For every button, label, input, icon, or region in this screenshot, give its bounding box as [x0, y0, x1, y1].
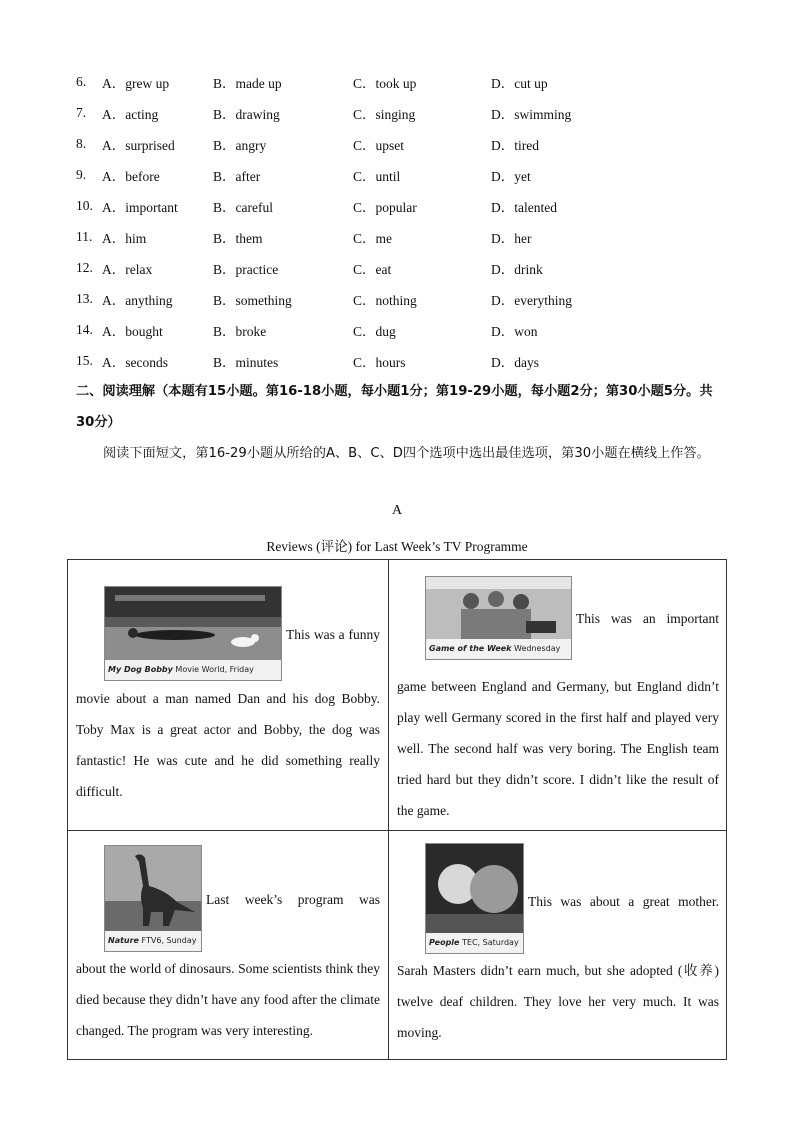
section-instruction: 阅读下面短文，第16-29小题从所给的A、B、C、D四个选项中选出最佳选项，第30小题在横线上作答。: [103, 446, 710, 461]
review-body-text: Sarah Masters didn’t earn much, but she adopted (收养) twelve deaf children. They love her very much. It was moving.: [397, 963, 719, 1040]
option-row-6: [76, 66, 716, 97]
question-number: 10.: [76, 197, 93, 213]
reviews-table: [67, 559, 727, 1060]
thumbnail-caption-title: People: [429, 938, 460, 947]
option-c: C．nothing: [353, 293, 417, 309]
option-a: A．before: [102, 168, 160, 184]
option-a: A．acting: [102, 106, 159, 122]
option-c: C．popular: [353, 199, 417, 215]
option-b: B．after: [213, 168, 261, 184]
option-c: C．singing: [353, 106, 416, 122]
option-b: B．something: [213, 293, 292, 309]
option-c: C．dug: [353, 324, 396, 340]
review-body-text: about the world of dinosaurs. Some scientists think they died because they didn’t have any food after the climate changed. The program was very interesting.: [76, 961, 380, 1038]
review-cell-nature: [68, 831, 389, 1059]
option-c: C．upset: [353, 137, 405, 153]
question-number: 14.: [76, 322, 93, 338]
option-a: A．important: [102, 199, 178, 215]
option-c: C．me: [353, 231, 392, 247]
option-a: A．him: [102, 231, 147, 247]
option-row-10: [76, 190, 716, 221]
passage-letter: A: [391, 503, 403, 518]
option-c: C．took up: [353, 75, 417, 91]
question-number: 7.: [76, 104, 87, 120]
option-d: D．days: [491, 355, 539, 371]
option-row-9: [76, 159, 716, 190]
option-row-7: [76, 97, 716, 128]
option-d: D．talented: [491, 199, 557, 215]
thumbnail-caption-info: FTV6, Sunday: [141, 936, 197, 945]
review-cell-people: [389, 831, 727, 1059]
option-row-15: [76, 346, 716, 377]
question-number: 8.: [76, 135, 87, 151]
option-b: B．minutes: [213, 355, 279, 371]
option-b: B．them: [213, 231, 263, 247]
thumbnail-caption-title: Nature: [108, 936, 139, 945]
option-a: A．anything: [102, 293, 173, 309]
question-number: 13.: [76, 291, 93, 307]
option-row-14: [76, 315, 716, 346]
option-d: D．cut up: [491, 75, 548, 91]
thumbnail-caption-info: TEC, Saturday: [462, 938, 519, 947]
thumbnail-caption-title: Game of the Week: [429, 644, 512, 653]
review-body-text: movie about a man named Dan and his dog Bobby. Toby Max is a great actor and Bobby, the dog was fantastic! He was cute and he did something really difficult.: [76, 691, 380, 799]
football-thumbnail-image: [425, 576, 572, 660]
option-b: B．broke: [213, 324, 267, 340]
option-b: B．made up: [213, 75, 282, 91]
question-number: 6.: [76, 73, 87, 89]
movie-thumbnail-image: [104, 586, 282, 681]
thumbnail-caption-title: My Dog Bobby: [108, 665, 173, 674]
section-title: 二、阅读理解（本题有15小题。第16-18小题，每小题1分；第19-29小题，每小题2分；第30小题5分。共30分）: [76, 384, 713, 430]
option-row-8: [76, 128, 716, 159]
option-d: D．drink: [491, 262, 543, 278]
option-d: D．yet: [491, 168, 531, 184]
option-a: A．bought: [102, 324, 163, 340]
option-c: C．hours: [353, 355, 406, 371]
option-a: A．seconds: [102, 355, 168, 371]
question-number: 9.: [76, 166, 87, 182]
review-lead-text: Last week’s program was: [206, 892, 380, 907]
option-b: B．careful: [213, 199, 273, 215]
passage-title: Reviews (评论) for Last Week’s TV Programme: [266, 539, 528, 554]
option-b: B．practice: [213, 262, 279, 278]
question-number: 15.: [76, 353, 93, 369]
review-body-text: game between England and Germany, but England didn’t play well Germany scored in the first half and played very well. The second half was very boring. The English team tried hard but they didn’t score. I didn’t like the result of the game.: [397, 679, 719, 818]
question-number: 12.: [76, 260, 93, 276]
option-c: C．until: [353, 168, 401, 184]
option-d: D．tired: [491, 137, 539, 153]
review-lead-text: This was about a great mother.: [528, 894, 719, 909]
option-c: C．eat: [353, 262, 392, 278]
option-a: A．surprised: [102, 137, 175, 153]
option-d: D．everything: [491, 293, 572, 309]
option-b: B．angry: [213, 137, 267, 153]
option-row-12: [76, 253, 716, 284]
option-b: B．drawing: [213, 106, 280, 122]
answer-options-list: [76, 66, 716, 377]
option-row-11: [76, 221, 716, 252]
thumbnail-caption-info: Wednesday: [514, 644, 561, 653]
dinosaur-thumbnail-image: [104, 845, 202, 952]
review-lead-text: This was a funny: [286, 627, 380, 642]
option-row-13: [76, 284, 716, 315]
option-d: D．won: [491, 324, 538, 340]
mother-child-thumbnail-image: [425, 843, 524, 954]
review-cell-game-of-the-week: [389, 560, 727, 831]
option-a: A．grew up: [102, 75, 170, 91]
thumbnail-caption-info: Movie World, Friday: [175, 665, 254, 674]
review-lead-text: This was an important: [576, 611, 719, 626]
review-cell-my-dog-bobby: [68, 560, 389, 831]
option-a: A．relax: [102, 262, 153, 278]
option-d: D．her: [491, 231, 532, 247]
question-number: 11.: [76, 229, 93, 245]
option-d: D．swimming: [491, 106, 572, 122]
